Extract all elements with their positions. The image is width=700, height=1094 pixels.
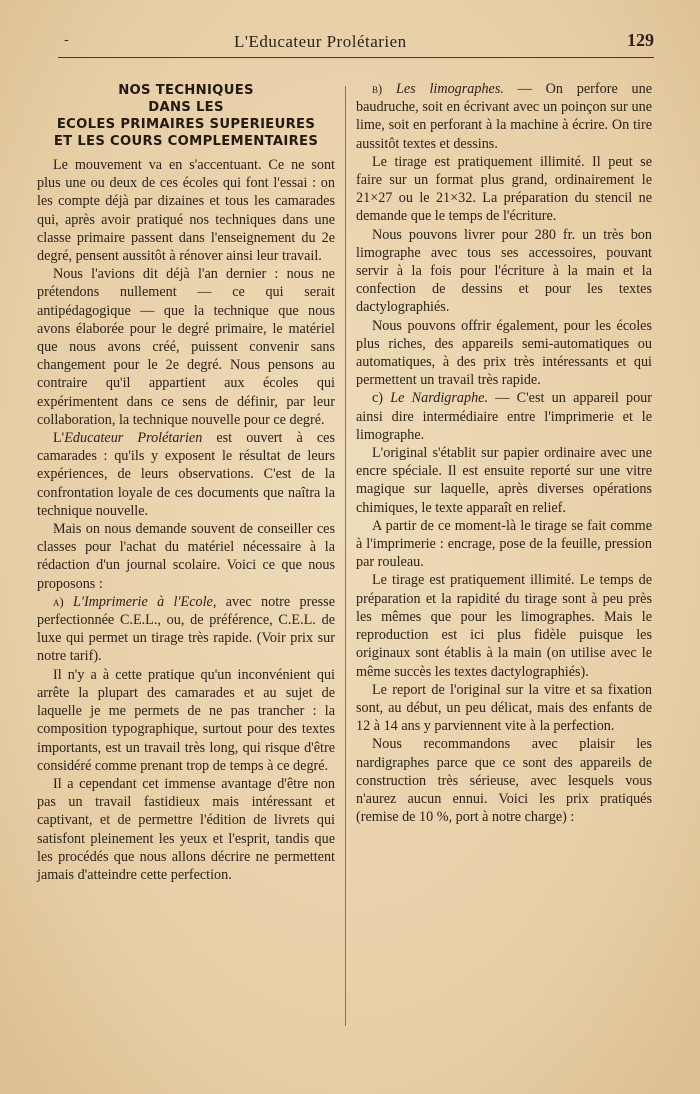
- paragraph-9: Nous pouvons offrir également, pour les écoles plus riches, des appareils semi-automatiques ou automatiques, à des prix très intéressants et qui permettent un travail très rapide.: [356, 317, 652, 389]
- item-c: [356, 389, 652, 444]
- paragraph-14: Nous recommandons avec plaisir les nardigraphes parce que ce sont des appareils de construction très sérieuse, avec lesquels vous n'aurez aucun ennui. Voici les prix pratiqués (remise de 10 %, port à notre charge) :: [356, 736, 652, 826]
- item-c-text: — C'est un appareil pour ainsi dire intermédiaire entre l'imprimerie et le limographe.: [356, 390, 653, 443]
- paragraph-4: Mais on nous demande souvent de conseiller ces classes pour l'achat du matériel nécessaire à la rédaction d'un journal scolaire. Voici ce que nous proposons :: [37, 521, 335, 592]
- journal-title: L'Educateur Prolétarien: [234, 32, 407, 51]
- p3-prefix: L': [53, 430, 65, 447]
- paragraph-3: [37, 429, 335, 520]
- heading-line-3: ECOLES PRIMAIRES SUPERIEURES: [56, 117, 316, 132]
- paragraph-10: L'original s'établit sur papier ordinaire avec une encre spéciale. Il est ensuite reporté sur une vitre magique sur laquelle, après diverses opérations chimiques, le texte apparaît en relief.: [356, 445, 652, 516]
- item-c-label: c): [372, 390, 384, 407]
- item-b: [356, 80, 652, 153]
- item-b-label: b): [372, 82, 383, 96]
- heading-line-4: ET LES COURS COMPLEMENTAIRES: [53, 134, 319, 149]
- item-b-title: Les limographes.: [395, 81, 504, 97]
- paragraph-11: A partir de ce moment-là le tirage se fait comme à l'imprimerie : encrage, pose de la feuille, pression par rouleau.: [356, 517, 652, 571]
- right-column: [356, 80, 652, 826]
- item-a-title: L'Imprimerie à l'Ecole,: [73, 593, 217, 610]
- running-header: [58, 30, 654, 56]
- item-c-title: Le Nardigraphe.: [390, 390, 489, 407]
- paragraph-6: Il a cependant cet immense avantage d'être non pas un travail fastidieux mais intéressant et captivant, et de permettre l'édition de livrets qui satisfont pleinement les yeux et l'esprit, tandis que les procédés que nous allons décrire ne permettent jamais d'atteindre cette perfection.: [37, 775, 335, 883]
- paragraph-12: Le tirage est pratiquement illimité. Le temps de préparation et la rapidité du tirage sont à peu près les mêmes que pour les limographes. Mais le reproduction est ici plus fidèle puisque les originaux sont établis à la main (on utilise avec le même succès les textes dactylographiés).: [356, 572, 652, 680]
- paragraph-13: Le report de l'original sur la vitre et sa fixation sont, au début, un peu délicat, mais des enfants de 12 à 14 ans y parviennent vite à la perfection.: [356, 681, 652, 735]
- article-heading: [37, 82, 335, 150]
- p3-rest: est ouvert à ces camarades : qu'ils y exposent le résultat de leurs expériences, de leurs observations. C'est de la confrontation loyale de ces documents que naîtra la technique nouvelle.: [37, 430, 336, 519]
- header-rule: [58, 57, 654, 58]
- heading-line-2: DANS LES: [148, 100, 224, 115]
- paragraph-1: Le mouvement va en s'accentuant. Ce ne sont plus une ou deux de ces écoles qui font l'essai : on les compte déjà par dizaines et tous les camarades qui, après avoir pratiqué nos techniques dans une classe primaire passent dans l'enseignement du 2e degré, pensent aussitôt à rénover ainsi leur travail.: [37, 157, 335, 265]
- page-number: 129: [627, 30, 654, 50]
- item-b-text: — On perfore une baudruche, soit en écrivant avec un poinçon sur une lime, soit en perforant à la machine à écrire. On tire aussitôt textes et dessins.: [356, 81, 653, 152]
- left-column: [37, 82, 335, 884]
- item-a-label: a): [53, 594, 64, 609]
- paragraph-7: Le tirage est pratiquement illimité. Il peut se faire sur un format plus grand, ordinairement le 21×27 ou le 21×32. La préparation du stencil ne demande que le temps de l'écriture.: [356, 153, 652, 225]
- header-dash: -: [64, 32, 69, 48]
- journal-name: Educateur Prolétarien: [64, 430, 203, 447]
- item-a-text: avec notre presse perfectionnée C.E.L., ou, de préférence, C.E.L. de luxe qui permet un tirage très rapide. (Voir prix sur notre tarif).: [37, 593, 335, 665]
- item-a: [37, 593, 335, 666]
- paragraph-2: Nous l'avions dit déjà l'an dernier : nous ne prétendons nullement — ce qui serait antipédagogique — que la technique que nous avons élaborée pour le degré primaire, le matériel que nous avons créé, puissent convenir sans changement pour le 2e degré. Nous pensons au contraire qu'il appartient aux écoles qui expérimentent dans ce sens de définir, par leur collaboration, la technique nouvelle pour ce degré.: [37, 266, 335, 428]
- heading-line-1: NOS TECHNIQUES: [118, 83, 254, 98]
- column-divider: [345, 86, 346, 1026]
- paragraph-5: Il n'y a à cette pratique qu'un inconvénient qui arrête la plupart des camarades et au sujet de laquelle je me permets de ne pas trancher : la composition typographique, surtout pour des textes importants, est un travail très long, qui risque d'être considéré comme prenant trop de temps à ce degré.: [37, 666, 335, 774]
- paragraph-8: Nous pouvons livrer pour 280 fr. un très bon limographe avec tous ses accessoires, pouvant servir à la fois pour l'écriture à la main et la confection de dessins et pour les textes dactylographiés.: [356, 226, 652, 316]
